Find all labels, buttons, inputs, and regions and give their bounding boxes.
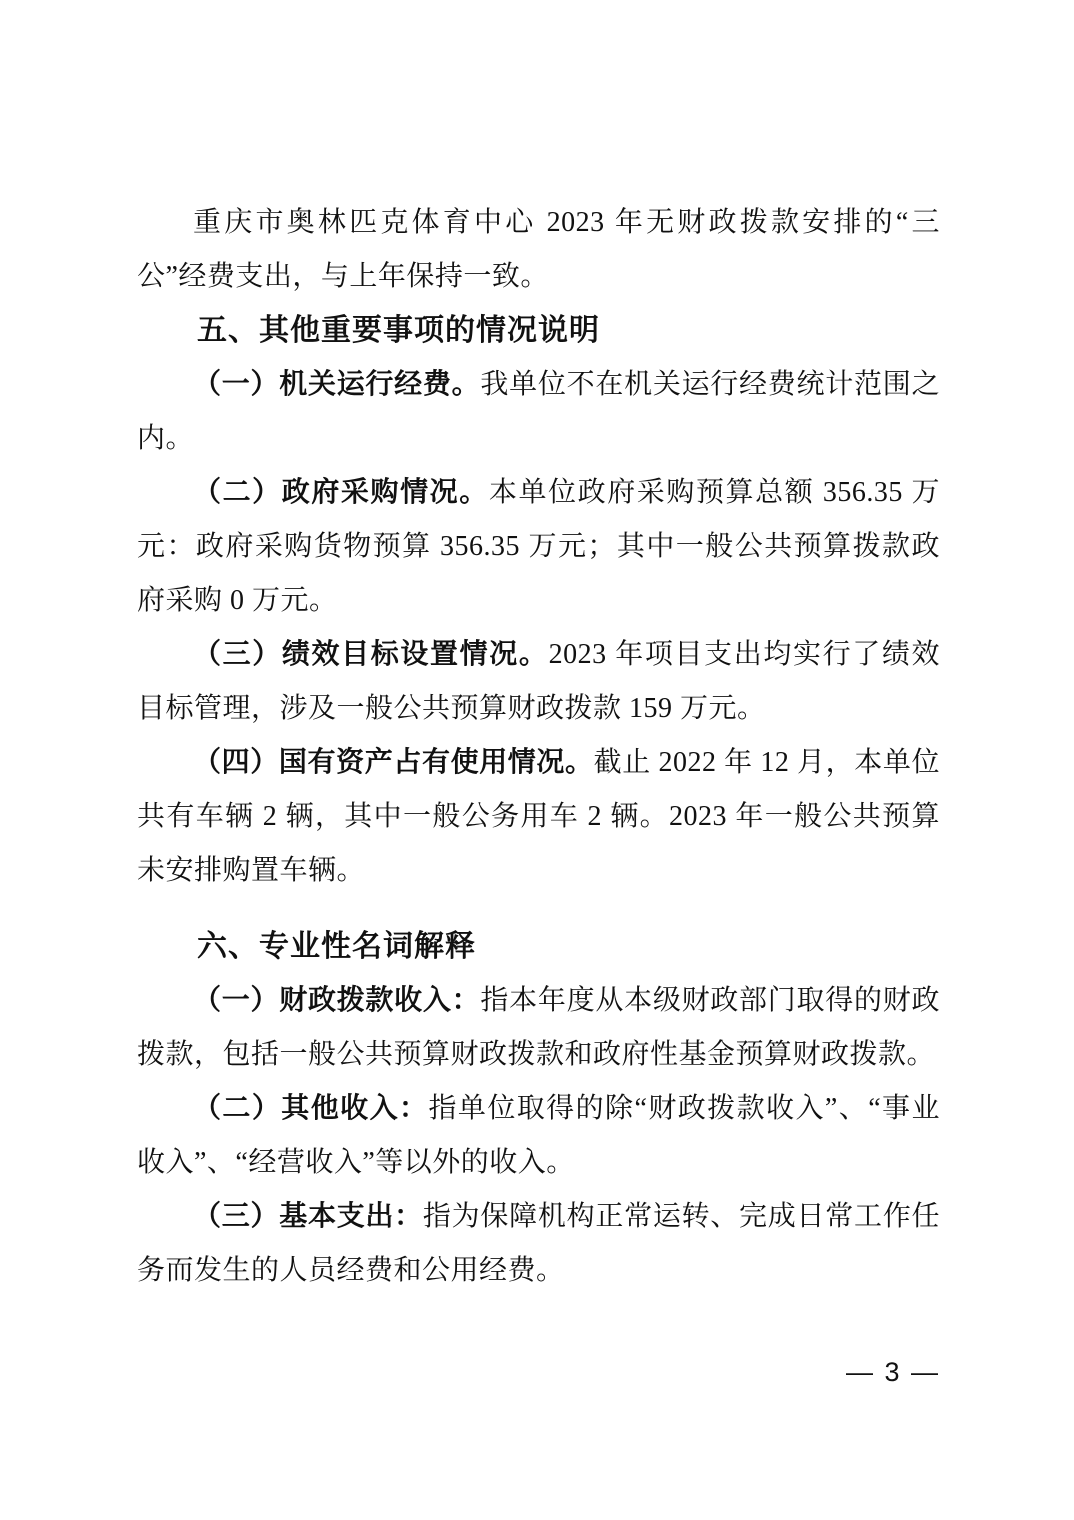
- section-heading: 六、专业性名词解释: [197, 930, 476, 963]
- paragraph: （三）绩效目标设置情况。2023 年项目支出均实行了绩效目标管理，涉及一般公共预算财政拨款 159 万元。: [137, 639, 940, 724]
- paragraph: （二）其他收入：指单位取得的除“财政拨款收入”、“事业收入”、“经营收入”等以外的收入。: [137, 1093, 940, 1178]
- paragraph-lead: （二）政府采购情况。: [193, 477, 489, 508]
- paragraph: （三）基本支出：指为保障机构正常运转、完成日常工作任务而发生的人员经费和公用经费。: [137, 1201, 940, 1286]
- paragraph-lead: （三）绩效目标设置情况。: [193, 639, 549, 670]
- paragraph-list: [137, 196, 940, 1298]
- paragraph: （一）机关运行经费。我单位不在机关运行经费统计范围之内。: [137, 369, 940, 454]
- page-number: — 3 —: [845, 1357, 940, 1387]
- section-heading: 五、其他重要事项的情况说明: [197, 314, 600, 347]
- paragraph-lead: （四）国有资产占有使用情况。: [193, 747, 594, 778]
- paragraph: （二）政府采购情况。本单位政府采购预算总额 356.35 万元：政府采购货物预算 356.35 万元；其中一般公共预算拨款政府采购 0 万元。: [137, 477, 940, 616]
- paragraph: （四）国有资产占有使用情况。截止 2022 年 12 月，本单位共有车辆 2 辆，其中一般公务用车 2 辆。2023 年一般公共预算未安排购置车辆。: [137, 747, 940, 886]
- paragraph-lead: （一）财政拨款收入：: [193, 985, 481, 1016]
- paragraph-lead: （一）机关运行经费。: [193, 369, 481, 400]
- paragraph: （一）财政拨款收入：指本年度从本级财政部门取得的财政拨款，包括一般公共预算财政拨款和政府性基金预算财政拨款。: [137, 985, 940, 1070]
- paragraph-lead: （三）基本支出：: [193, 1201, 423, 1232]
- paragraph: 重庆市奥林匹克体育中心 2023 年无财政拨款安排的“三公”经费支出，与上年保持一致。: [137, 207, 940, 292]
- paragraph-lead: （二）其他收入：: [193, 1093, 429, 1124]
